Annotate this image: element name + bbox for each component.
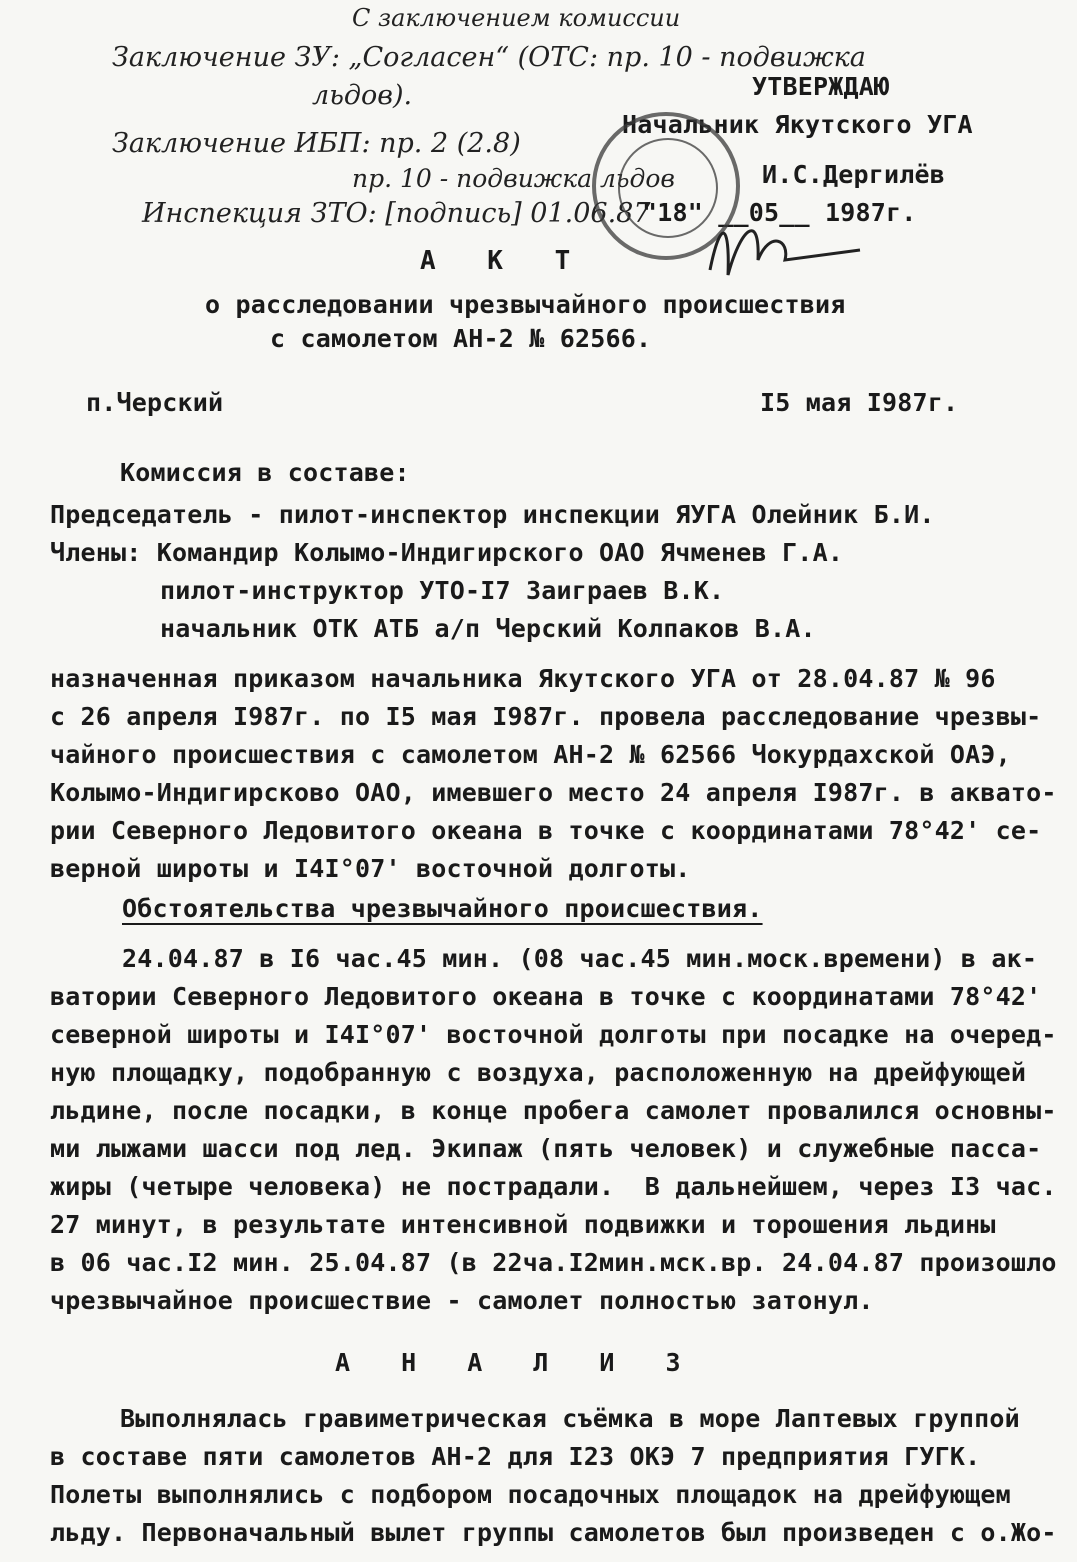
paragraph-1-line: рии Северного Ледовитого океана в точке с координатами 78°42' се-: [50, 816, 1042, 845]
approval-date: "18" __05__ 1987г.: [642, 198, 917, 227]
paragraph-2-line: северной широты и I4I°07' восточной долготы при посадке на очеред-: [50, 1020, 1057, 1049]
paragraph-3-line: в составе пяти самолетов АН-2 для I23 ОКЭ 7 предприятия ГУГК.: [50, 1442, 981, 1471]
handwritten-note-3: льдов).: [312, 80, 413, 111]
approval-heading: УТВЕРЖДАЮ: [752, 72, 890, 101]
paragraph-1-line: назначенная приказом начальника Якутского УГА от 28.04.87 № 96: [50, 664, 996, 693]
paragraph-3-line: Выполнялась гравиметрическая съёмка в море Лаптевых группой: [120, 1404, 1020, 1433]
commission-chairman: Председатель - пилот-инспектор инспекции ЯУГА Олейник Б.И.: [50, 500, 935, 529]
handwritten-note-1: С заключением комиссии: [352, 4, 681, 32]
paragraph-2-line: в 06 час.I2 мин. 25.04.87 (в 22ча.I2мин.мск.вр. 24.04.87 произошло: [50, 1248, 1057, 1277]
paragraph-3-line: льду. Первоначальный вылет группы самолетов был произведен с о.Жо-: [50, 1518, 1057, 1547]
paragraph-1-line: Колымо-Индигирсково ОАО, имевшего место 24 апреля I987г. в аквато-: [50, 778, 1057, 807]
approval-name: И.С.Дергилёв: [762, 160, 946, 189]
act-subtitle-2: с самолетом АН-2 № 62566.: [270, 324, 652, 353]
paragraph-2-line: ватории Северного Ледовитого океана в точке с координатами 78°42': [50, 982, 1042, 1011]
handwritten-note-4: Заключение ИБП: пр. 2 (2.8): [112, 128, 521, 159]
place: п.Черский: [86, 388, 224, 417]
paragraph-1-line: с 26 апреля I987г. по I5 мая I987г. провела расследование чрезвы-: [50, 702, 1042, 731]
paragraph-2-line: ми лыжами шасси под лед. Экипаж (пять человек) и служебные пасса-: [50, 1134, 1042, 1163]
paragraph-2-line: льдине, после посадки, в конце пробега самолет провалился основны-: [50, 1096, 1057, 1125]
commission-member-3: начальник ОТК АТБ а/п Черский Колпаков В.А.: [160, 614, 816, 643]
paragraph-2-line: жиры (четыре человека) не пострадали. В дальнейшем, через I3 час.: [50, 1172, 1057, 1201]
handwritten-note-5: пр. 10 - подвижка льдов: [352, 164, 675, 193]
handwritten-note-2: Заключение ЗУ: „Согласен“ (ОТС: пр. 10 - подвижка: [112, 42, 866, 73]
paragraph-2-line: 24.04.87 в I6 час.45 мин. (08 час.45 мин.моск.времени) в ак-: [122, 944, 1038, 973]
handwritten-note-6: Инспекция ЗТО: [подпись] 01.06.87: [142, 198, 651, 229]
paragraph-1-line: верной широты и I4I°07' восточной долготы.: [50, 854, 691, 883]
paragraph-2-line: чрезвычайное происшествие - самолет полностью затонул.: [50, 1286, 874, 1315]
approval-position: Начальник Якутского УГА: [622, 110, 973, 139]
paragraph-3-line: Полеты выполнялись с подбором посадочных площадок на дрейфующем: [50, 1480, 1011, 1509]
commission-member-2: пилот-инструктор УТО-I7 Заиграев В.К.: [160, 576, 725, 605]
act-title: А К Т: [420, 246, 589, 276]
paragraph-2-line: 27 минут, в результате интенсивной подвижки и торошения льдины: [50, 1210, 996, 1239]
act-subtitle-1: о расследовании чрезвычайного происшествия: [205, 290, 846, 319]
analysis-heading: А Н А Л И З: [335, 1348, 699, 1377]
paragraph-2-line: ную площадку, подобранную с воздуха, расположенную на дрейфующей: [50, 1058, 1027, 1087]
commission-member-1: Члены: Командир Колымо-Индигирского ОАО Ячменев Г.А.: [50, 538, 844, 567]
paragraph-1-line: чайного происшествия с самолетом АН-2 № 62566 Чокурдахской ОАЭ,: [50, 740, 1011, 769]
document-date: I5 мая I987г.: [760, 388, 959, 417]
commission-intro: Комиссия в составе:: [120, 458, 410, 487]
circumstances-heading: Обстоятельства чрезвычайного происшествия.: [122, 894, 763, 923]
approval-signature: [700, 190, 870, 290]
